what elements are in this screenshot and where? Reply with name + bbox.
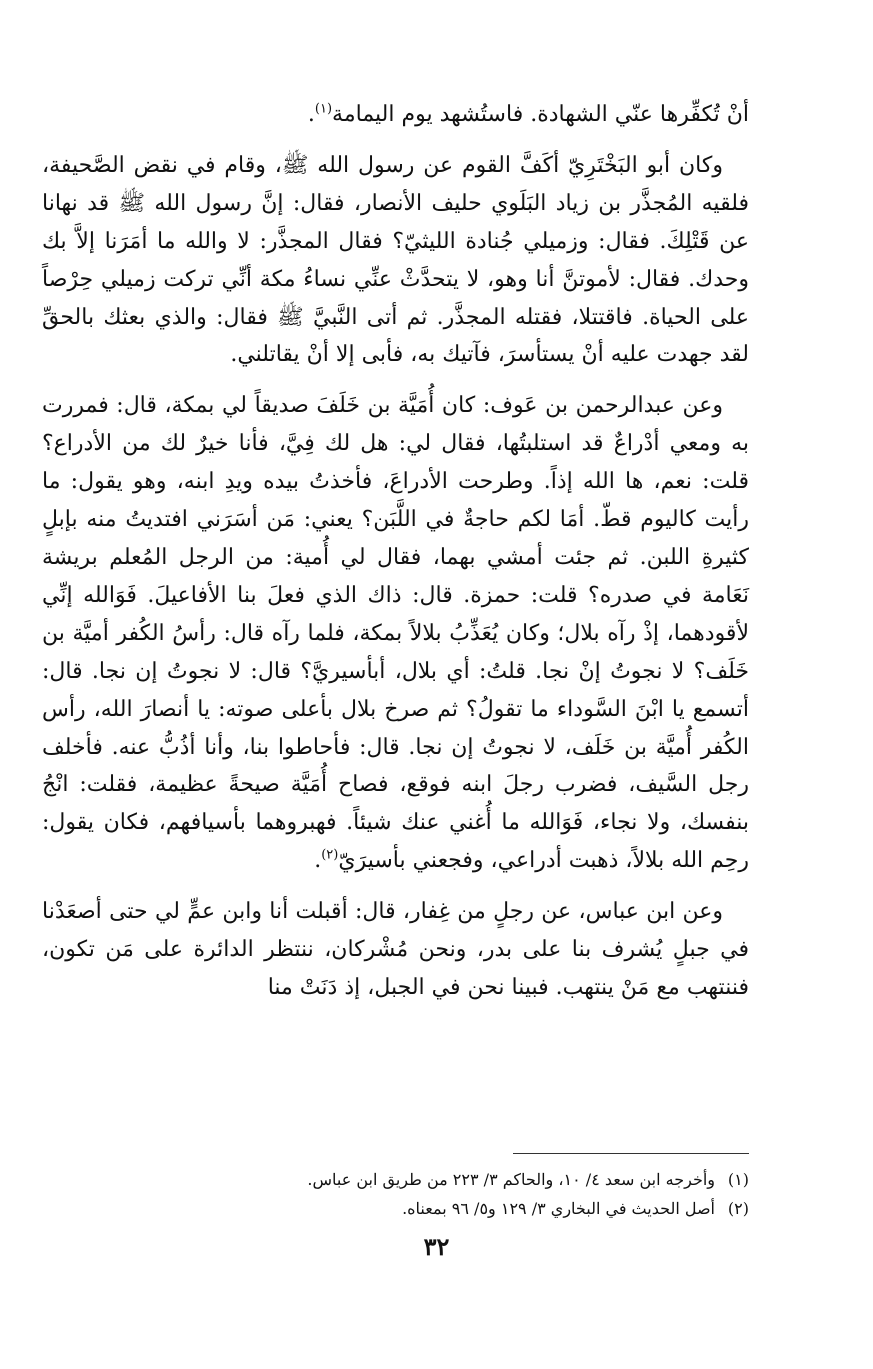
- footnote-reference: (٢): [321, 847, 339, 863]
- page-number: ٣٢: [423, 1232, 450, 1261]
- footnote-text: أصل الحديث في البخاري ٣/ ١٢٩ و٥/ ٩٦ بمعناه.: [402, 1199, 715, 1218]
- paragraph: وعن ابن عباس، عن رجلٍ من غِفار، قال: أقبلت أنا وابن عمٍّ لي حتى أصعَدْنا في جبلٍ يُشرف بنا على بدر، ونحن مُشْركان، ننتظر الدائرة على مَن تكون، فننتهب مع مَنْ ينتهب. فبينا نحن في الجبل، إذ دَنَتْ منا: [42, 899, 749, 1000]
- footnote-number: (٢): [727, 1199, 749, 1218]
- paragraph: [42, 387, 749, 880]
- sentence-end: .: [314, 848, 322, 874]
- footnote-text: وأخرجه ابن سعد ٤/ ١٠، والحاكم ٣/ ٢٢٣ من طريق ابن عباس.: [307, 1170, 715, 1189]
- footnote: [42, 1194, 749, 1223]
- footnote-separator: [513, 1153, 749, 1154]
- paragraph: وكان أبو البَخْتَرِيّ أكَفَّ القوم عن رسول الله ﷺ، وقام في نقض الصَّحيفة، فلقيه المُجذَّر بن زياد البَلَوي حليف الأنصار، فقال: إنَّ رسول الله ﷺ قد نهانا عن قَتْلِكَ. فقال: وزميلي جُنادة الليثيّ؟ فقال المجذَّر: لا والله ما أمَرَنا إلاَّ بك وحدك. فقال: لأموتنَّ أنا وهو، لا يتحدَّثْ عنِّي نساءُ مكة أنِّي تركت زميلي حِرْصاً على الحياة. فاقتتلا، فقتله المجذَّر. ثم أتى النَّبيَّ ﷺ فقال: والذي بعثك بالحقِّ لقد جهدت عليه أنْ يستأسرَ، فآتيك به، فأبى إلا أنْ يقاتلني.: [42, 152, 749, 368]
- paragraph: [42, 96, 749, 134]
- sentence-end: .: [307, 102, 315, 127]
- paragraph-text: أنْ تُكفِّرها عنّي الشهادة. فاستُشهد يوم اليمامة: [332, 102, 749, 127]
- paragraph-text: وعن عبدالرحمن بن عَوف: كان أُمَيَّة بن خَلَفَ صديقاً لي بمكة، قال: فمررت به ومعي أدْراعٌ قد استلبتُها، فقال لي: هل لك فِيَّ، فأنا خيرٌ لك من الأدراع؟ قلت: نعم، ها الله إذاً. وطرحت الأدراعَ، فأخذتُ بيده ويدِ ابنه، وهو يقول: ما رأيت كاليوم قطّ. أمَا لكم حاجةٌ في اللَّبَن؟ يعني: مَن أسَرَني افتديتُ منه بإبلٍ كثيرةِ اللبن. ثم جئت أمشي بهما، فقال لي أُمية: من الرجل المُعلم بريشة نَعَامة في صدره؟ قلت: حمزة. قال: ذاك الذي فعلَ بنا الأفاعيلَ. فَوَالله إنِّي لأقودهما، إذْ رآه بلال؛ وكان يُعَذِّبُ بلالاً بمكة، فلما رآه قال: رأسُ الكُفر أميَّة بن خَلَف؟ لا نجوتُ إنْ نجا. قلتُ: أي بلال، أبأسيريَّ؟ قال: لا نجوتُ إن نجا. قال: أتسمع يا ابْنَ السَّوداء ما تقولُ؟ ثم صرخ بلال بأعلى صوته: يا أنصارَ الله، رأس الكُفر أُميَّة بن خَلَف، لا نجوتُ إن نجا. قال: فأحاطوا بنا، وأنا أذُبُّ عنه. فأخلف رجل السَّيف، فضرب رجلَ ابنه فوقع، فصاح أُمَيَّة صيحةً عظيمة، فقلت: انْجُ بنفسك، ولا نجاء، فَوَالله ما أُغني عنك شيئاً. فهبروهما بأسيافهم، فكان يقول: رحِم الله بلالاً، ذهبت أدراعي، وفجعني بأسيرَيّ: [42, 393, 749, 874]
- footnote-reference: (١): [314, 101, 333, 117]
- footnote-number: (١): [727, 1170, 749, 1189]
- main-text: [42, 96, 749, 1007]
- footnotes: [42, 1165, 749, 1223]
- footnote: [42, 1165, 749, 1194]
